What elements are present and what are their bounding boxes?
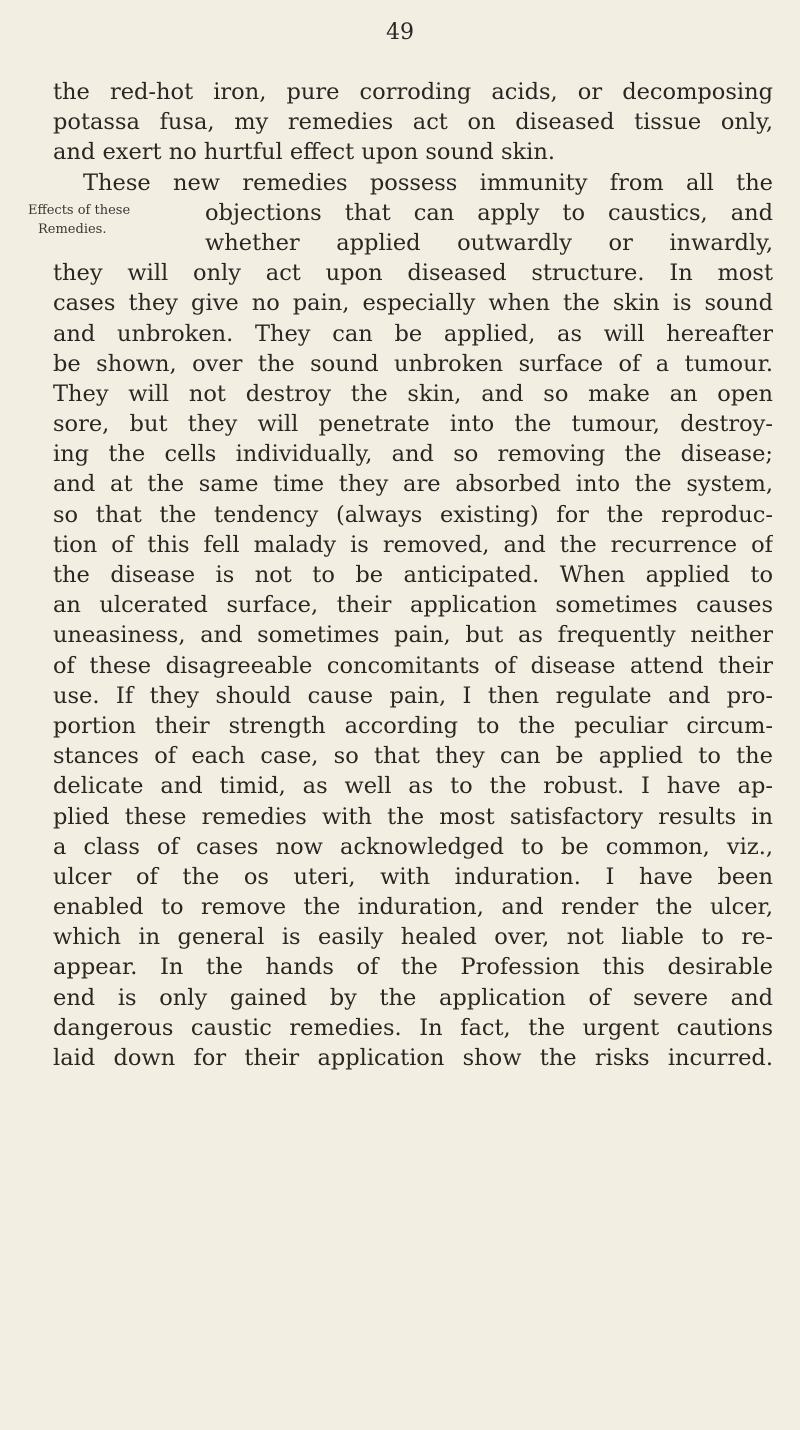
- text-line-14: and at the same time they are absorbed into the system,: [53, 471, 773, 498]
- text-line-12: sore, but they will penetrate into the tumour, destroy-: [53, 411, 773, 438]
- text-line-5: objections that can apply to caustics, and: [205, 199, 773, 226]
- text-line-33: laid down for their application show the risks incurred.: [53, 1045, 773, 1071]
- page-number: 49: [386, 20, 414, 45]
- margin-note-line-2: Remedies.: [38, 222, 107, 237]
- body-text: [53, 77, 773, 1073]
- text-line-30: appear. In the hands of the Profession this desirable: [53, 954, 773, 981]
- text-line-15: so that the tendency (always existing) for the reproduc-: [53, 501, 773, 528]
- text-line-21: use. If they should cause pain, I then regulate and pro-: [53, 682, 773, 709]
- text-line-10: be shown, over the sound unbroken surface of a tumour.: [53, 350, 773, 377]
- text-line-18: an ulcerated surface, their application sometimes causes: [53, 592, 773, 619]
- text-line-25: plied these remedies with the most satisfactory results in: [53, 803, 773, 830]
- text-line-4: These new remedies possess immunity from all the: [83, 169, 773, 196]
- text-line-20: of these disagreeable concomitants of disease attend their: [53, 652, 773, 679]
- text-line-3: and exert no hurtful effect upon sound skin.: [53, 139, 556, 166]
- text-line-17: the disease is not to be anticipated. When applied to: [53, 562, 773, 588]
- text-line-13: ing the cells individually, and so removing the disease;: [53, 441, 773, 468]
- margin-note-line-1: Effects of these: [28, 203, 131, 218]
- text-line-29: which in general is easily healed over, not liable to re-: [53, 924, 773, 951]
- text-line-7: they will only act upon diseased structure. In most: [53, 260, 773, 287]
- text-line-26: a class of cases now acknowledged to be common, viz.,: [53, 833, 773, 860]
- text-line-1: the red-hot iron, pure corroding acids, or decomposing: [53, 79, 773, 105]
- text-line-22: portion their strength according to the peculiar circum-: [53, 712, 773, 739]
- text-line-24: delicate and timid, as well as to the robust. I have ap-: [53, 773, 773, 800]
- text-line-9: and unbroken. They can be applied, as will hereafter: [53, 320, 773, 347]
- text-line-28: enabled to remove the induration, and render the ulcer,: [53, 894, 773, 921]
- text-line-2: potassa fusa, my remedies act on diseased tissue only,: [53, 109, 773, 136]
- text-line-32: dangerous caustic remedies. In fact, the urgent cautions: [53, 1014, 773, 1041]
- text-line-8: cases they give no pain, especially when the skin is sound: [53, 290, 773, 317]
- text-line-16: tion of this fell malady is removed, and the recurrence of: [53, 531, 773, 558]
- text-line-6: whether applied outwardly or inwardly,: [205, 229, 773, 256]
- text-line-19: uneasiness, and sometimes pain, but as frequently neither: [53, 622, 773, 649]
- text-line-11: They will not destroy the skin, and so make an open: [53, 380, 773, 407]
- text-line-31: end is only gained by the application of severe and: [53, 984, 773, 1011]
- text-line-23: stances of each case, so that they can be applied to the: [53, 743, 773, 770]
- text-line-27: ulcer of the os uteri, with induration. I have been: [53, 863, 773, 890]
